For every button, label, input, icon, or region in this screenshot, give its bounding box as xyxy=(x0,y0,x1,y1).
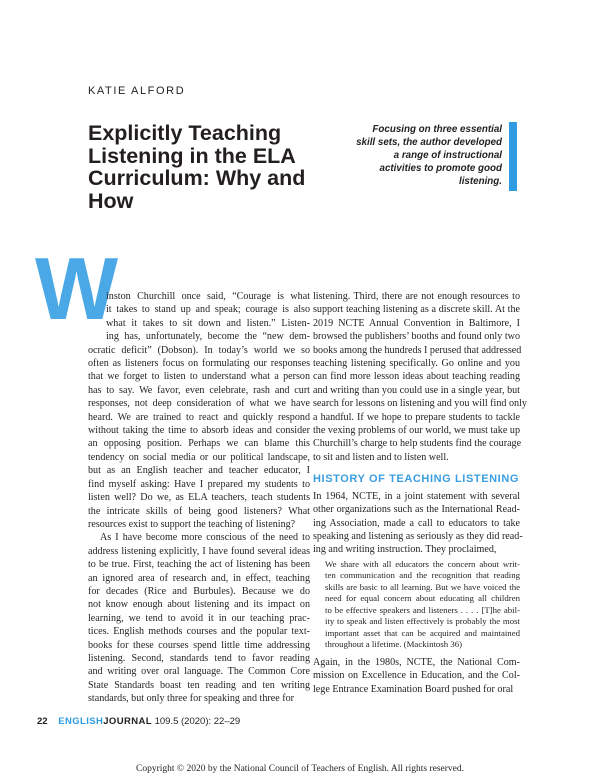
text-line: heard. We are trained to react and quickly respond xyxy=(88,411,310,423)
column-lines xyxy=(88,290,310,706)
text-line: ing has, unfortunately, become the “new dem- xyxy=(106,331,310,343)
text-line: learning, we tend to avoid it in our teaching prac- xyxy=(88,612,310,624)
text-line: browsed the publishers’ booths and found only two xyxy=(313,331,520,343)
text-line: standards, but only three for speaking and three for xyxy=(88,693,295,705)
page-number: 22 xyxy=(37,716,48,727)
text-line: the vexing problems of our world, we must take up xyxy=(313,425,520,437)
text-line: not know enough about listening and its impact on xyxy=(88,599,310,611)
text-line: tendency on social media or our political landscape, xyxy=(88,451,310,463)
abstract-pullout: Focusing on three essential skill sets, the author developed a range of instructional activities to promote good listening. xyxy=(356,124,502,187)
text-line: throughout a lifetime. (Mackintosh 36) xyxy=(325,639,463,650)
text-line: search for lessons on listening and you will find only xyxy=(313,398,527,410)
text-line: an opposing position. Perhaps we can blame this xyxy=(88,438,310,450)
text-line: lege Entrance Examination Board pushed for oral xyxy=(313,683,514,695)
text-line: resources exist to support the teaching of listening? xyxy=(88,518,296,530)
text-line: it takes to stand up and speak; courage is also xyxy=(106,304,310,316)
text-line: ocratic deficit” (Dobson). In today’s world we so xyxy=(88,344,310,356)
text-line: In 1964, NCTE, in a joint statement with several xyxy=(313,490,520,502)
journal-name-part2: JOURNAL xyxy=(103,716,152,727)
body-column-right xyxy=(313,290,527,696)
journal-citation: 109.5 (2020): 22–29 xyxy=(154,716,241,727)
text-line: inston Churchill once said, “Courage is what xyxy=(106,291,310,302)
article-title: Explicitly Teaching Listening in the ELA Curriculum: Why and How xyxy=(88,121,306,213)
text-line: listening. Second, standards tend to favor reading xyxy=(88,652,310,664)
text-line: but as an English teacher and teacher educator, I xyxy=(88,465,310,477)
column-lines xyxy=(313,656,520,696)
text-line: often as listeners focus on formulating our responses xyxy=(88,358,310,370)
text-line: find myself asking: Have I prepared my students to xyxy=(88,478,310,490)
journal-name-part1: ENGLISH xyxy=(58,716,104,727)
text-line: that we forget to listen to understand what a person xyxy=(88,371,310,383)
text-line: 2019 NCTE Annual Convention in Baltimore, I xyxy=(313,317,520,329)
page-footer xyxy=(37,716,240,727)
text-line: books for these courses spend little time addressing xyxy=(88,639,310,651)
text-line: As I have become more conscious of the need to xyxy=(100,532,310,544)
text-line: to be true. First, teaching the act of listening has been xyxy=(88,559,310,571)
block-quote xyxy=(313,559,520,651)
section-heading: HISTORY OF TEACHING LISTENING xyxy=(313,473,520,486)
text-line: Again, in the 1980s, NCTE, the National Com- xyxy=(313,656,520,668)
column-lines xyxy=(313,490,523,557)
text-line: speaking and listening as seriously as they did read- xyxy=(313,530,523,542)
text-line: skills are basic to all learning. But we have voiced the xyxy=(325,581,520,592)
text-line: books among the hundreds I perused that addressed xyxy=(313,344,522,356)
text-line: the intricate skills of being good listeners? What xyxy=(88,505,310,517)
text-line: listen well? Do we, as ELA teachers, teach students xyxy=(88,492,310,504)
drop-cap: W xyxy=(35,239,115,338)
text-line: ity to speak and listen effectively is probably the most xyxy=(325,616,520,627)
text-line: teaching listening specifically. Go online and you xyxy=(313,358,520,370)
text-line: to sit and listen and to listen well. xyxy=(313,451,449,463)
text-line: to be effective speakers and listeners . . . . [T]he abil- xyxy=(325,604,520,615)
text-line: can find more lesson ideas about teaching reading xyxy=(313,371,520,383)
text-line: responses, not deep consideration of what we have xyxy=(88,398,310,410)
text-line: Churchill’s charge to help students find the courage xyxy=(313,438,522,450)
text-line: without taking the time to absorb ideas and consider xyxy=(88,425,310,437)
text-line: support teaching listening as a discrete skill. At the xyxy=(313,304,520,316)
abstract-accent-bar xyxy=(509,122,517,191)
text-line: and writing over oral language. The Common Core xyxy=(88,666,310,678)
text-line: for decades (Rice and Burbules). Because we do xyxy=(88,585,310,597)
body-column-left xyxy=(88,290,310,706)
text-line: ing and writing instruction. They proclaimed, xyxy=(313,544,497,556)
copyright-notice: Copyright © 2020 by the National Council of Teachers of English. All rights reserved. xyxy=(135,764,464,774)
text-line: mission on Excellence in Education, and the Col- xyxy=(313,670,520,682)
text-line: ing Association, made a call to educators to take xyxy=(313,517,520,529)
author-name: KATIE ALFORD xyxy=(88,85,186,97)
text-line: State Standards boast ten reading and ten writing xyxy=(88,679,310,691)
text-line: need for equal concern about educating all children xyxy=(325,593,520,604)
text-line: a handful. If we hope to prepare students to tackle xyxy=(313,411,520,423)
text-line: other organizations such as the International Read- xyxy=(313,504,520,516)
text-line: an ignored area of research and, in effect, teaching xyxy=(88,572,310,584)
text-line: important asset that can be acquired and maintained xyxy=(325,627,520,638)
text-line: ten communication and the recognition that reading xyxy=(325,570,520,581)
text-line: listening. Third, there are not enough resources to xyxy=(313,291,520,302)
text-line: tices. English methods courses and the popular text- xyxy=(88,626,310,638)
text-line: and writing than you could use in a single year, but xyxy=(313,384,520,396)
text-line: has to say. We favor, even celebrate, rash and curt xyxy=(88,384,310,396)
text-line: We share with all educators the concern about writ- xyxy=(325,558,520,569)
text-line: what it takes to sit down and listen.” Listen- xyxy=(106,317,310,329)
column-lines xyxy=(313,290,527,464)
text-line: address listening explicitly, I have found several ideas xyxy=(88,545,310,557)
